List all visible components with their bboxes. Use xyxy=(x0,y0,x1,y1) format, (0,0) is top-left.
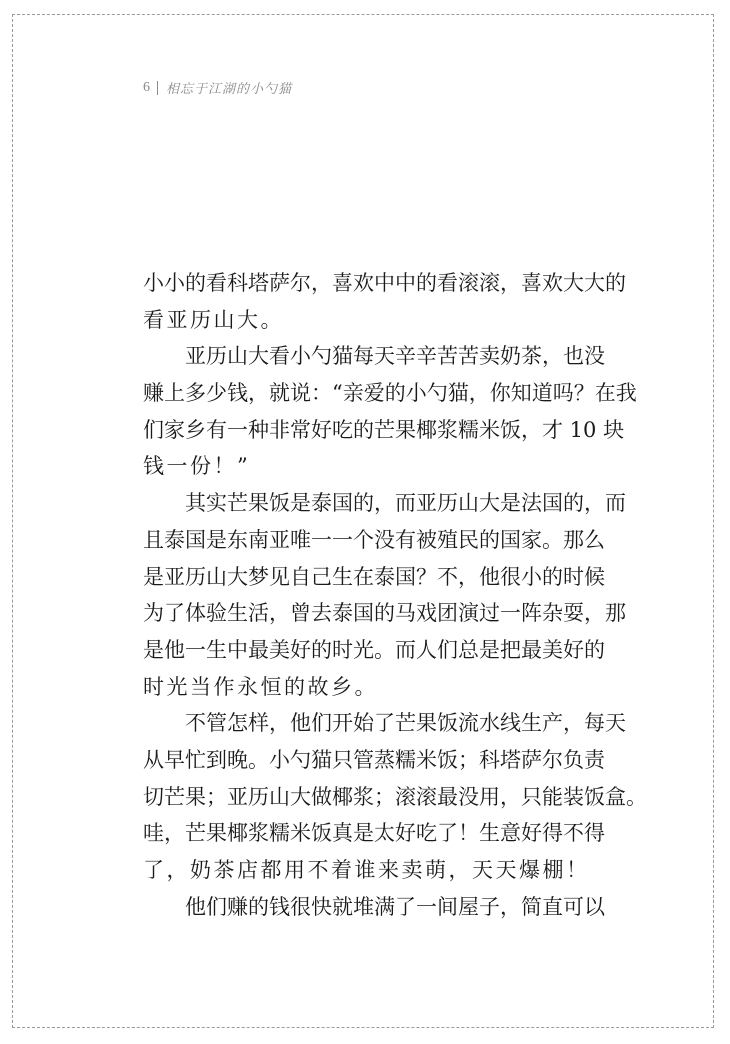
text-line: 哇，芒果椰浆糯米饭真是太好吃了！生意好得不得 xyxy=(143,821,605,846)
book-title: 相忘于江湖的小勺猫 xyxy=(166,82,293,97)
text-line: 看亚历山大。 xyxy=(143,307,284,332)
text-line: 从早忙到晚。小勺猫只管蒸糯米饭；科塔萨尔负责 xyxy=(143,747,605,772)
text-line: 不管怎样，他们开始了芒果饭流水线生产，每天 xyxy=(185,711,626,736)
text-line: 小小的看科塔萨尔，喜欢中中的看滚滚，喜欢大大的 xyxy=(143,271,626,295)
text-line: 了，奶茶店都用不着谁来卖萌，天天爆棚！ xyxy=(143,858,590,882)
text-line: 是亚历山大梦见自己生在泰国？不，他很小的时候 xyxy=(143,564,605,589)
running-header xyxy=(143,78,292,97)
text-line: 们家乡有一种非常好吃的芒果椰浆糯米饭，才 10 块 xyxy=(143,417,625,442)
text-line: 钱一份！” xyxy=(143,454,251,479)
text-line: 时光当作永恒的故乡。 xyxy=(143,674,378,699)
text-line: 且泰国是东南亚唯一一个没有被殖民的国家。那么 xyxy=(143,527,605,552)
body-text xyxy=(143,265,647,925)
header-divider xyxy=(157,81,158,95)
text-line: 其实芒果饭是泰国的，而亚历山大是法国的，而 xyxy=(185,491,626,516)
text-line: 为了体验生活，曾去泰国的马戏团演过一阵杂耍，那 xyxy=(143,601,626,626)
text-line: 亚历山大看小勺猫每天辛辛苦苦卖奶茶，也没 xyxy=(185,344,605,369)
text-line: 他们赚的钱很快就堆满了一间屋子，简直可以 xyxy=(185,894,605,919)
text-line: 是他一生中最美好的时光。而人们总是把最美好的 xyxy=(143,637,605,662)
text-line: 切芒果；亚历山大做椰浆；滚滚最没用，只能装饭盒。 xyxy=(143,784,647,809)
page-number: 6 xyxy=(143,79,150,95)
text-line: 赚上多少钱，就说：“亲爱的小勺猫，你知道吗？在我 xyxy=(143,381,637,406)
